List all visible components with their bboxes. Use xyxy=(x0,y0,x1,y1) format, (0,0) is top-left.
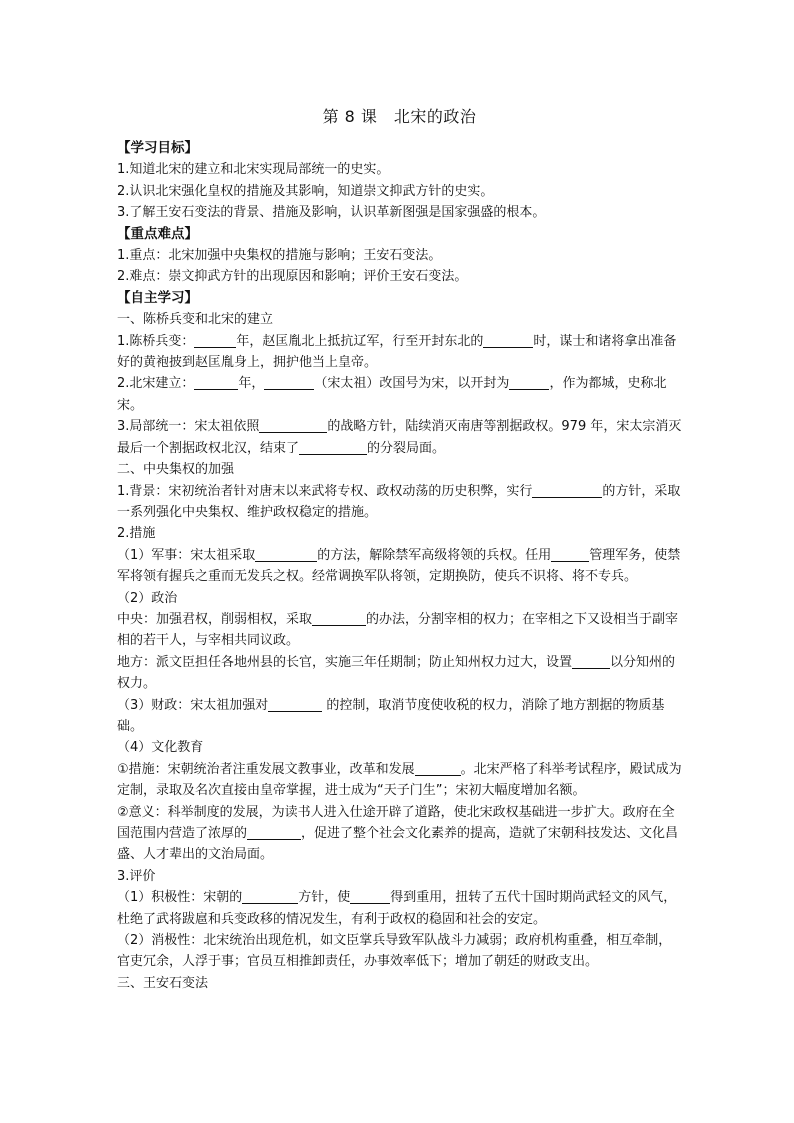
central-politics-paragraph: 中央：加强君权，削弱相权，采取 的办法，分割宰相的权力；在宰相之下又设相当于副宰相的若干人，与宰相共同议政。 xyxy=(117,611,679,649)
culture-significance-paragraph: ②意义：科举制度的发展，为读书人进入仕途开辟了道路，使北宋政权基础进一步扩大。政府在全国范围内营造了浓厚的 ，促进了整个社会文化素养的提高，造就了宋朝科技发达、文化昌盛、人才辈出的文治局面。 xyxy=(117,804,679,863)
fill-blank[interactable] xyxy=(350,889,390,904)
part2-heading: 二、中央集权的加强 xyxy=(117,462,235,478)
fill-blank[interactable] xyxy=(483,333,533,348)
partial-unification-paragraph: 3.局部统一：宋太祖依照 的战略方针，陆续消灭南唐等割据政权。979 年，宋太宗消灭最后一个割据政权北汉，结束了 的分裂局面。 xyxy=(117,419,682,456)
evaluation-heading: 3.评价 xyxy=(117,868,156,884)
fill-blank[interactable] xyxy=(509,375,549,390)
military-paragraph: （1）军事：宋太祖采取 的方法，解除禁军高级将领的兵权。任用 管理军务，使禁军将领有握兵之重而无发兵之权。经常调换军队将领，定期换防，使兵不识将、将不专兵。 xyxy=(117,547,681,585)
part3-heading: 三、王安石变法 xyxy=(117,975,209,991)
key-points-heading: 【重点难点】 xyxy=(117,225,198,242)
fill-blank[interactable] xyxy=(551,547,589,562)
key-point-item: 1.重点：北宋加强中央集权的措施与影响；王安石变法。 xyxy=(117,248,442,264)
politics-heading: （2）政治 xyxy=(117,590,178,606)
goals-heading: 【学习目标】 xyxy=(117,140,198,156)
goal-item: 2.认识北宋强化皇权的措施及其影响，知道崇文抑武方针的史实。 xyxy=(117,183,494,199)
song-founding-paragraph: 2.北宋建立： 年， （宋太祖）改国号为宋，以开封为 ，作为都城，史称北宋。 xyxy=(117,376,667,413)
goal-item: 1.知道北宋的建立和北宋实现局部统一的史实。 xyxy=(117,162,390,178)
fill-blank[interactable] xyxy=(268,697,322,712)
self-study-heading: 【自主学习】 xyxy=(117,289,198,306)
fill-blank[interactable] xyxy=(572,654,610,669)
measures-heading: 2.措施 xyxy=(117,526,156,542)
fill-blank[interactable] xyxy=(255,547,317,562)
chenqiao-mutiny-paragraph: 1.陈桥兵变： 年，赵匡胤北上抵抗辽军，行至开封东北的 时，谋士和诸将拿出准备好的黄袍披到赵匡胤身上，拥护他当上皇帝。 xyxy=(117,333,677,371)
culture-heading: （4）文化教育 xyxy=(117,740,204,756)
fill-blank[interactable] xyxy=(242,889,298,904)
fill-blank[interactable] xyxy=(259,418,327,433)
fill-blank[interactable] xyxy=(247,825,301,840)
fill-blank[interactable] xyxy=(299,440,367,455)
fill-blank[interactable] xyxy=(264,375,314,390)
fill-blank[interactable] xyxy=(532,483,602,498)
finance-paragraph: （3）财政：宋太祖加强对 的控制，取消节度使收税的权力，消除了地方割据的物质基础。 xyxy=(117,697,665,734)
fill-blank[interactable] xyxy=(312,611,366,626)
fill-blank[interactable] xyxy=(194,333,236,348)
page-title: 第 8 课 北宋的政治 xyxy=(322,107,477,126)
negative-evaluation-paragraph: （2）消极性：北宋统治出现危机，如文臣掌兵导致军队战斗力减弱；政府机构重叠，相互牵制，官吏冗余，人浮于事；官员互相推卸责任，办事效率低下；增加了朝廷的财政支出。 xyxy=(117,933,672,970)
background-paragraph: 1.背景：宋初统治者针对唐末以来武将专权、政权动荡的历史积弊，实行 的方针，采取一系列强化中央集权、维护政权稳定的措施。 xyxy=(117,483,681,520)
fill-blank[interactable] xyxy=(415,761,461,776)
key-point-item: 2.难点：崇文抑武方针的出现原因和影响；评价王安石变法。 xyxy=(117,269,468,285)
part1-heading: 一、陈桥兵变和北宋的建立 xyxy=(117,312,274,328)
local-politics-paragraph: 地方：派文臣担任各地州县的长官，实施三年任期制；防止知州权力过大，设置 以分知州的权力。 xyxy=(117,654,676,692)
positive-evaluation-paragraph: （1）积极性：宋朝的 方针，使 得到重用，扭转了五代十国时期尚武轻文的风气，杜绝了武将跋扈和兵变政移的情况发生，有利于政权的稳固和社会的安定。 xyxy=(117,890,677,927)
culture-measures-paragraph: ①措施：宋朝统治者注重发展文教事业，改革和发展 。北宋严格了科举考试程序，殿试成为定制，录取及名次直接由皇帝掌握，进士成为“天子门生”；宋初大幅度增加名额。 xyxy=(117,761,682,799)
goal-item: 3.了解王安石变法的背景、措施及影响，认识革新图强是国家强盛的根本。 xyxy=(117,205,546,221)
fill-blank[interactable] xyxy=(194,375,238,390)
